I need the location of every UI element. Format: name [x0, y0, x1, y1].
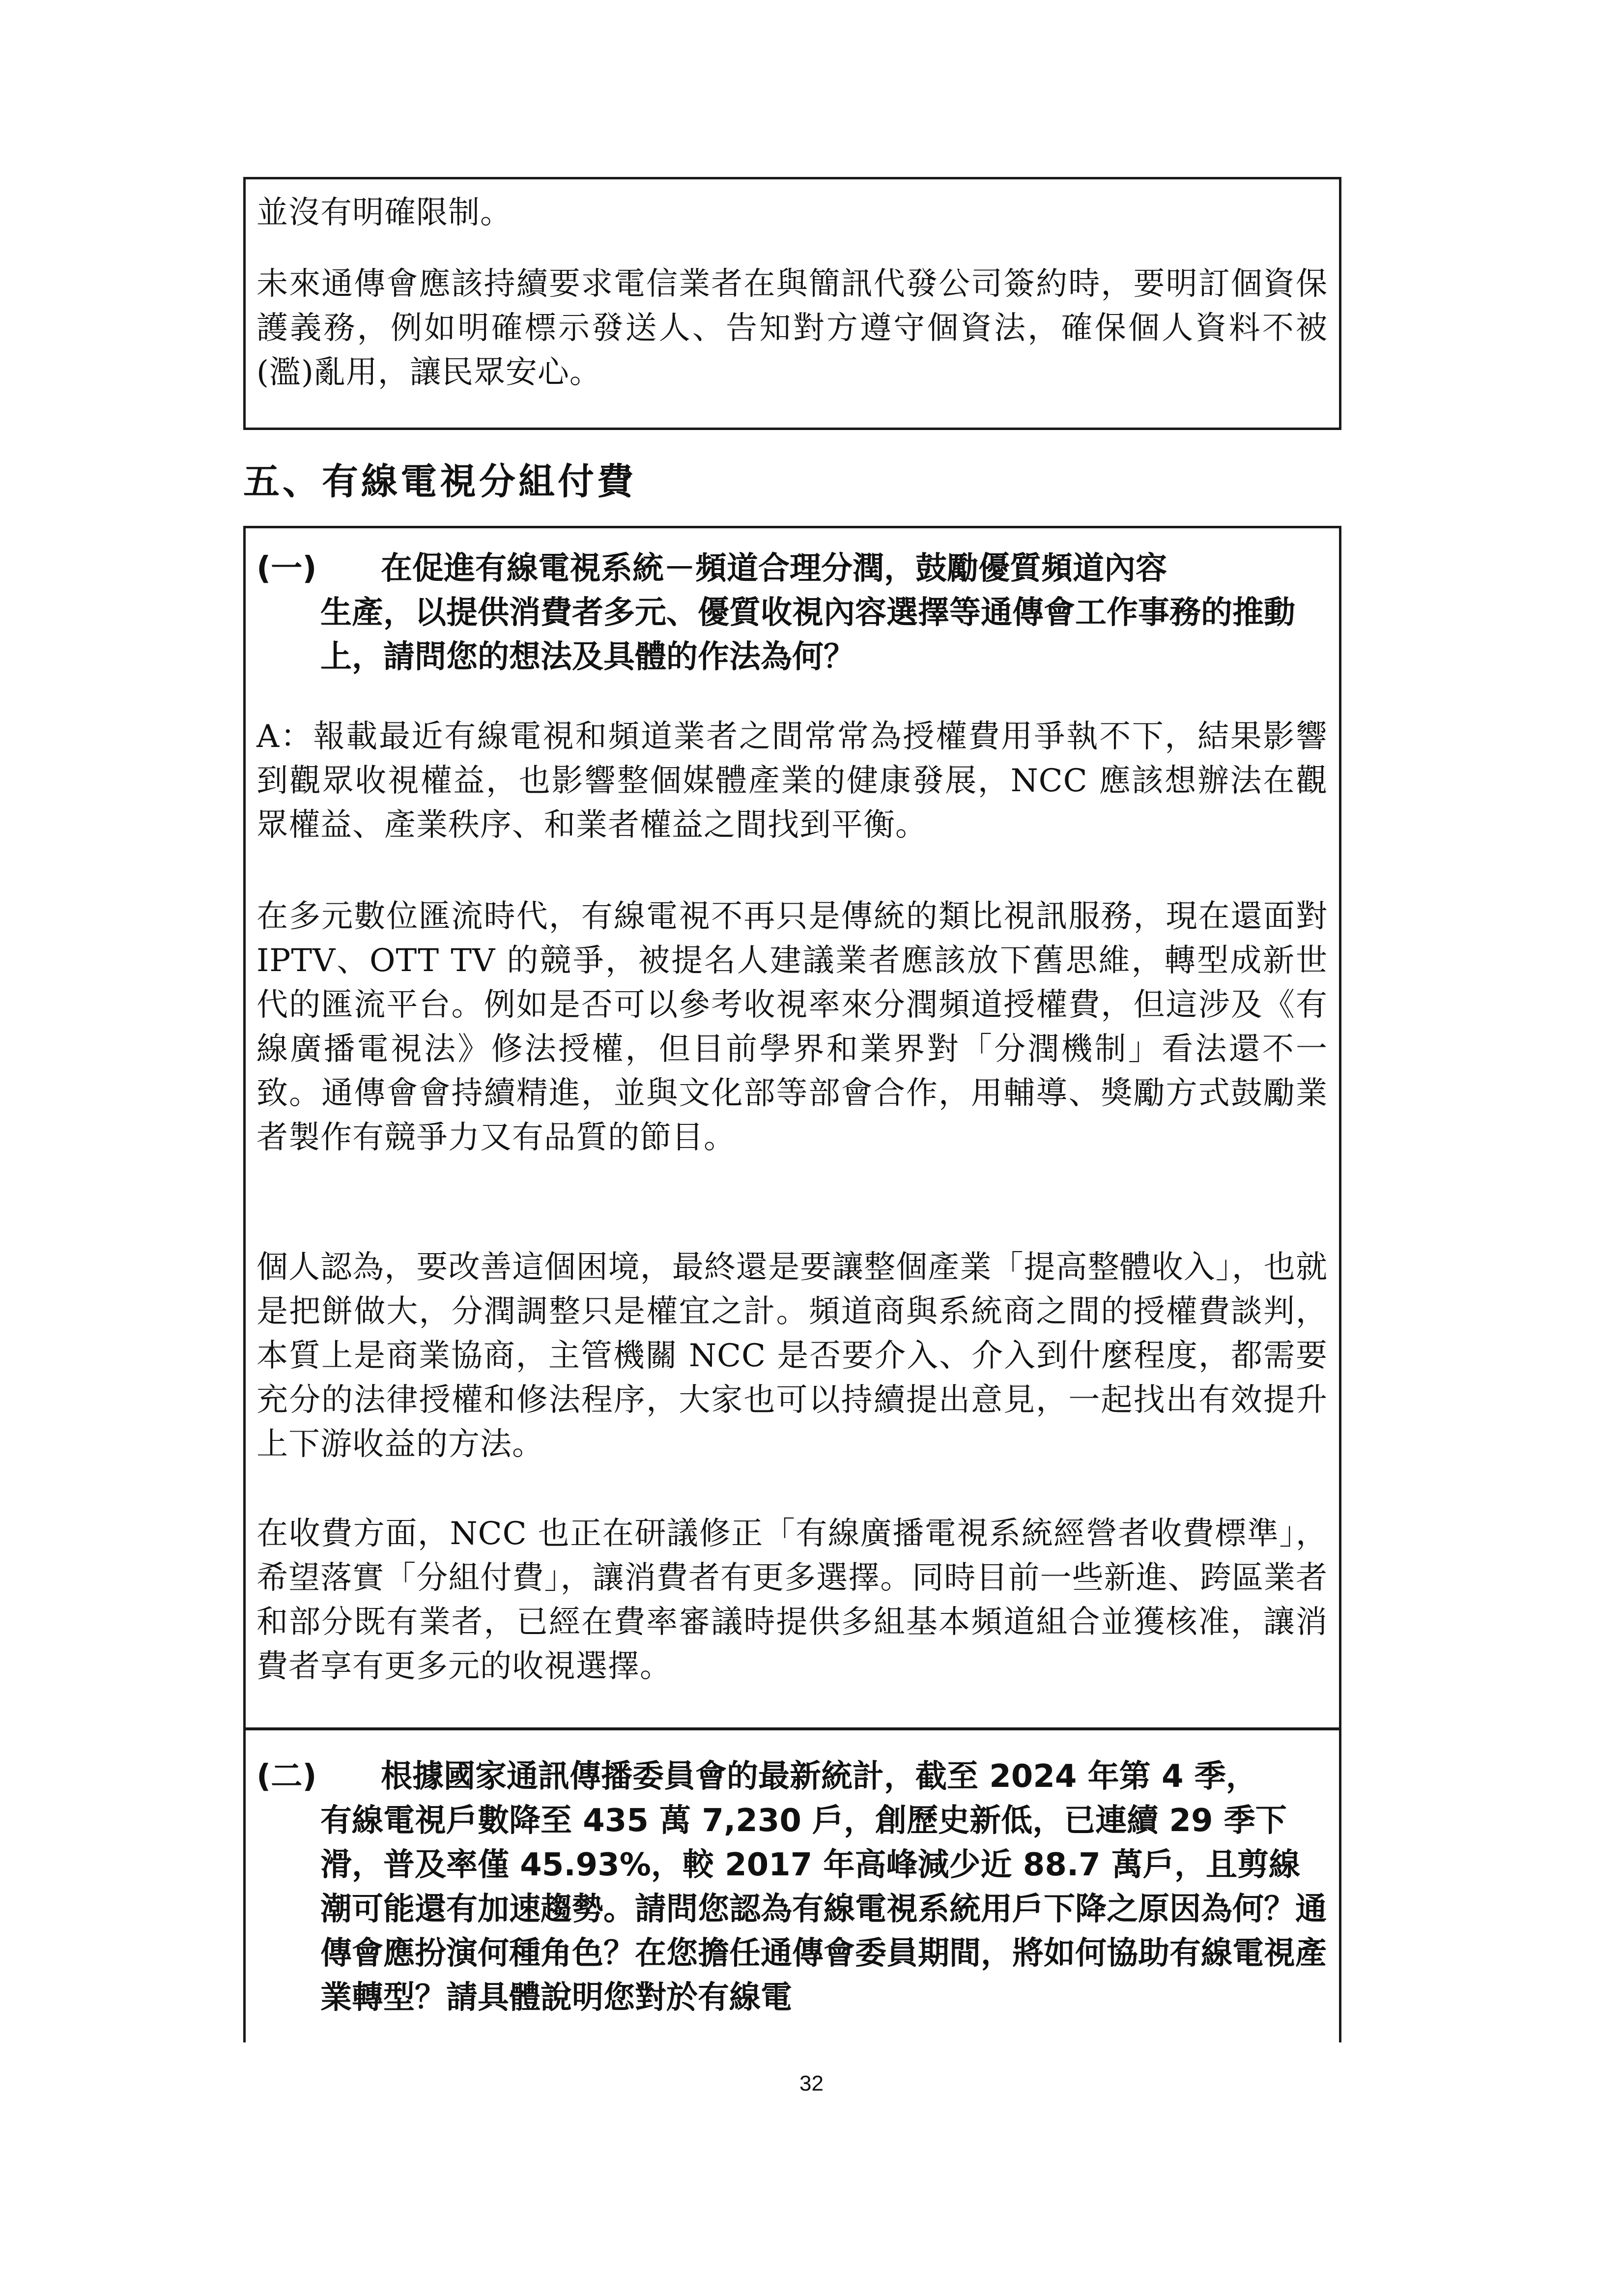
question-2-label: (二) [256, 1758, 317, 1795]
top-box-paragraph-1: 並沒有明確限制。 [256, 195, 512, 231]
top-box-paragraph-2: 未來通傳會應該持續要求電信業者在與簡訊代發公司簽約時，要明訂個資保護義務，例如明確標示發送人、告知對方遵守個資法，確保個人資料不被(濫)亂用，讓民眾安心。 [256, 266, 1328, 391]
question-1-text-line1: 在促進有線電視系統－頻道合理分潤，鼓勵優質頻道內容 [381, 550, 1167, 587]
answer-1-paragraph-1: A：報載最近有線電視和頻道業者之間常常為授權費用爭執不下，結果影響到觀眾收視權益，也影響整個媒體產業的健康發展，NCC 應該想辦法在觀眾權益、產業秩序、和業者權益之間找到平衡。 [256, 718, 1328, 843]
question-2-text-line1: 根據國家通訊傳播委員會的最新統計，截至 2024 年第 4 季， [381, 1758, 1257, 1795]
answer-1-paragraph-4: 在收費方面，NCC 也正在研議修正「有線廣播電視系統經營者收費標準」，希望落實「分組付費」，讓消費者有更多選擇。同時目前一些新進、跨區業者和部分既有業者，已經在費率審議時提供多組基本頻道組合並獲核准，讓消費者享有更多元的收視選擇。 [256, 1516, 1328, 1685]
answer-1-paragraph-3: 個人認為，要改善這個困境，最終還是要讓整個產業「提高整體收入」，也就是把餅做大，分潤調整只是權宜之計。頻道商與系統商之間的授權費談判，本質上是商業協商，主管機關 NCC 是否要介入、介入到什麼程度，都需要充分的法律授權和修法程序，大家也可以持續提出意見，一起找出有效提升上下游收益的方法。 [256, 1249, 1328, 1463]
question-2 [256, 1754, 1328, 2020]
question-1-text-rest: 生產，以提供消費者多元、優質收視內容選擇等通傳會工作事務的推動上，請問您的想法及具體的作法為何？ [320, 595, 1295, 675]
question-1 [256, 546, 1328, 679]
answer-1-paragraph-2: 在多元數位匯流時代，有線電視不再只是傳統的類比視訊服務，現在還面對 IPTV、OTT TV 的競爭，被提名人建議業者應該放下舊思維，轉型成新世代的匯流平台。例如是否可以參考收視率來分潤頻道授權費，但這涉及《有線廣播電視法》修法授權，但目前學界和業界對「分潤機制」看法還不一致。通傳會會持續精進，並與文化部等部會合作，用輔導、獎勵方式鼓勵業者製作有競爭力又有品質的節目。 [256, 898, 1328, 1156]
question-2-text-rest: 有線電視戶數降至 435 萬 7,230 戶，創歷史新低，已連續 29 季下滑，普及率僅 45.93%，較 2017 年高峰減少近 88.7 萬戶，且剪線潮可能還有加速趨勢。請問您認為有線電視系統用戶下降之原因為何？通傳會應扮演何種角色？在您擔任通傳會委員期間，將如何協助有線電視產業轉型？請具體說明您對於有線電 [320, 1803, 1327, 2016]
question-1-label: (一) [256, 550, 317, 587]
page-number: 32 [799, 2071, 824, 2095]
section-heading: 五、有線電視分組付費 [243, 460, 636, 503]
